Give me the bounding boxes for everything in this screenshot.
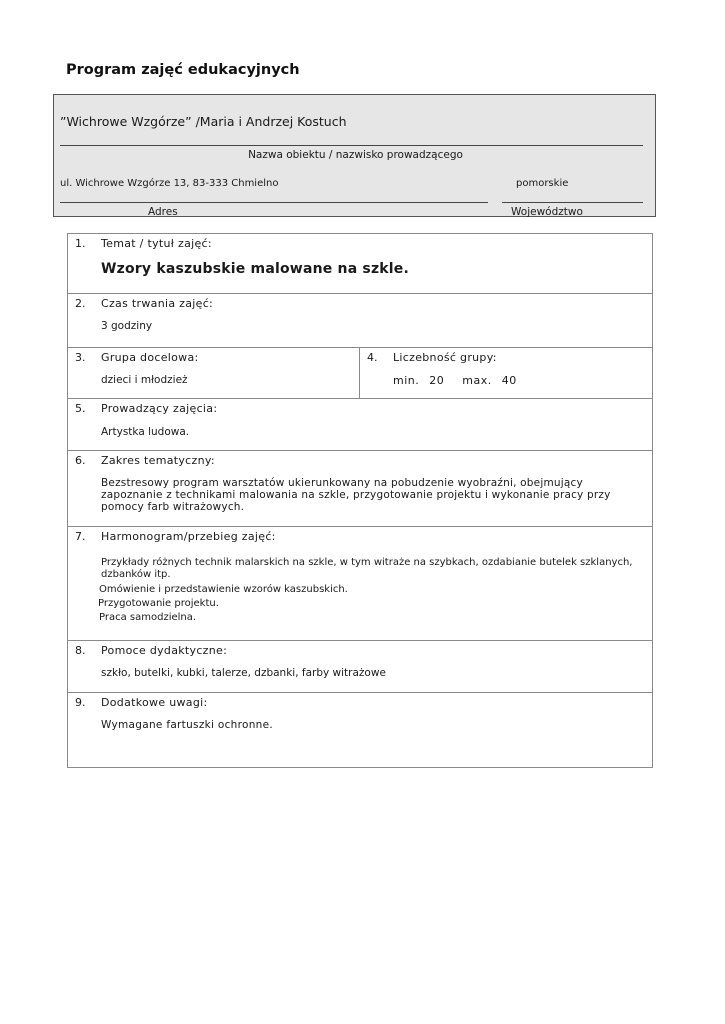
section-number: 3. (75, 351, 86, 364)
voivodeship-underline (502, 202, 643, 203)
document-title: Program zajęć edukacyjnych (66, 62, 300, 78)
object-name-underline (60, 145, 643, 146)
section-label: Czas trwania zajęć: (101, 297, 214, 310)
scope-value: Bezstresowy program warsztatów ukierunkowany na pobudzenie wyobraźni, obejmujący zapoznanie z technikami malowania na szkle, przygotowanie projektu i wykonanie pracy przy pomocy farb witrażowych. (101, 477, 611, 513)
column-divider (359, 348, 360, 398)
facility-header-box (53, 94, 656, 217)
address-underline (60, 202, 488, 203)
section-number: 5. (75, 402, 86, 415)
section-label: Pomoce dydaktyczne: (101, 644, 228, 657)
section-number: 7. (75, 530, 86, 543)
max-value: 40 (501, 374, 517, 387)
section-label: Dodatkowe uwagi: (101, 696, 208, 709)
section-label: Zakres tematyczny: (101, 454, 215, 467)
address-value: ul. Wichrowe Wzgórze 13, 83-333 Chmielno (60, 178, 279, 189)
schedule-line: Omówienie i przedstawienie wzorów kaszubskich. (99, 584, 348, 595)
teaching-aids-value: szkło, butelki, kubki, talerze, dzbanki, farby witrażowe (101, 667, 386, 679)
address-caption: Adres (148, 206, 178, 218)
section-scope (68, 451, 652, 527)
section-group-row (68, 348, 652, 399)
schedule-line: Przygotowanie projektu. (98, 598, 219, 609)
section-label: Temat / tytuł zajęć: (101, 237, 212, 250)
topic-value: Wzory kaszubskie malowane na szkle. (101, 261, 410, 277)
section-schedule (68, 527, 652, 641)
section-number: 6. (75, 454, 86, 467)
section-topic (68, 234, 652, 294)
program-form (67, 233, 653, 768)
instructor-value: Artystka ludowa. (101, 426, 190, 438)
object-name: ”Wichrowe Wzgórze” /Maria i Andrzej Kostuch (60, 114, 347, 129)
object-caption: Nazwa obiektu / nazwisko prowadzącego (248, 149, 463, 161)
voivodeship-caption: Województwo (511, 206, 583, 218)
voivodeship-value: pomorskie (516, 178, 569, 189)
section-notes (68, 693, 652, 767)
target-group-value: dzieci i młodzież (101, 374, 188, 386)
notes-value: Wymagane fartuszki ochronne. (101, 719, 274, 731)
schedule-line: Praca samodzielna. (99, 612, 197, 623)
section-number: 9. (75, 696, 86, 709)
section-number: 1. (75, 237, 86, 250)
section-number: 4. (367, 351, 378, 364)
section-label: Harmonogram/przebieg zajęć: (101, 530, 276, 543)
section-number: 2. (75, 297, 86, 310)
section-instructor (68, 399, 652, 451)
schedule-line: Przykłady różnych technik malarskich na szkle, w tym witraże na szybkach, ozdabianie butelek szklanych, dzbanków itp. (101, 557, 633, 580)
group-size-values (393, 374, 517, 387)
max-label: max. (462, 374, 492, 387)
section-label: Liczebność grupy: (393, 351, 497, 364)
section-label: Prowadzący zajęcia: (101, 402, 218, 415)
section-teaching-aids (68, 641, 652, 693)
section-duration (68, 294, 652, 348)
duration-value: 3 godziny (101, 320, 153, 332)
min-value: 20 (429, 374, 445, 387)
section-label: Grupa docelowa: (101, 351, 199, 364)
section-number: 8. (75, 644, 86, 657)
min-label: min. (393, 374, 420, 387)
